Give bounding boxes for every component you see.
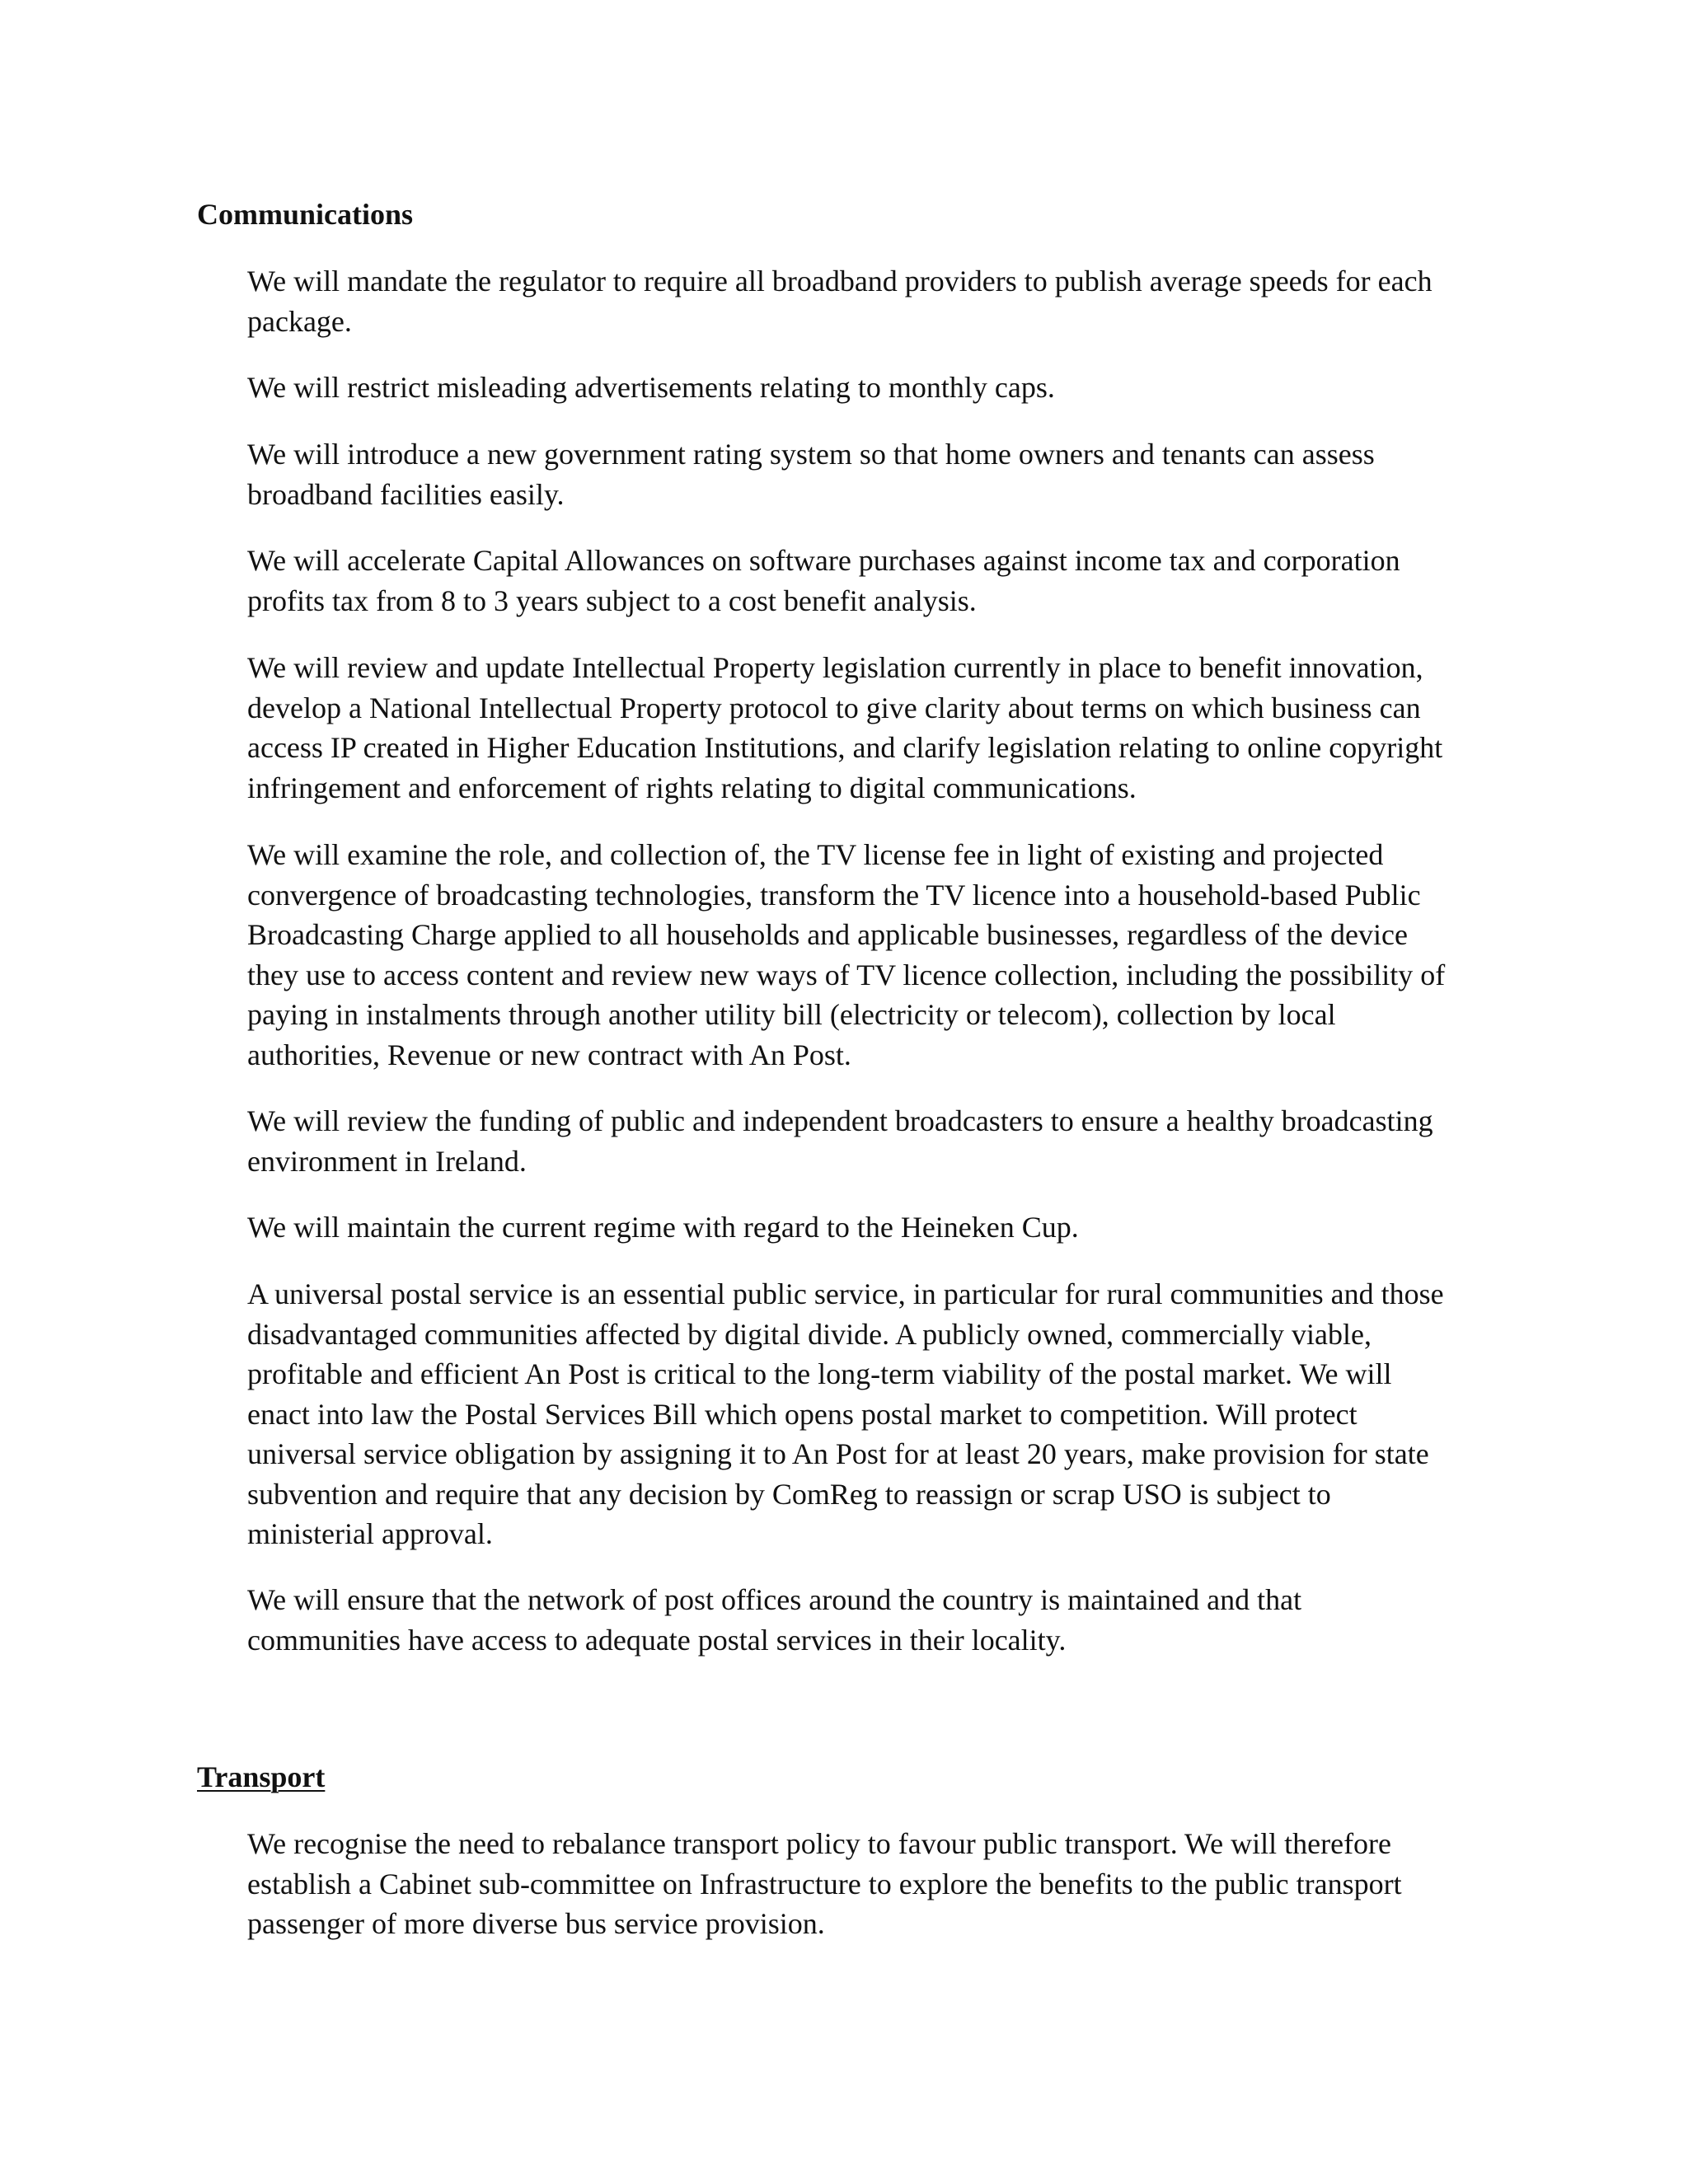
communications-paragraph-1: We will mandate the regulator to require all broadband providers to publish average speeds for each package.	[247, 265, 1432, 338]
communications-paragraph-7: We will review the funding of public and independent broadcasters to ensure a healthy broadcasting environment in Ireland.	[247, 1104, 1433, 1178]
transport-paragraph-1: We recognise the need to rebalance transport policy to favour public transport. We will therefore establish a Cabinet sub-committee on Infrastructure to explore the benefits to the public transport passenger of more diverse bus service provision.	[247, 1827, 1402, 1940]
communications-paragraph-4: We will accelerate Capital Allowances on software purchases against income tax and corporation profits tax from 8 to 3 years subject to a cost benefit analysis.	[247, 544, 1400, 617]
communications-paragraph-5: We will review and update Intellectual Property legislation currently in place to benefit innovation, develop a National Intellectual Property protocol to give clarity about terms on which business can access IP created in Higher Education Institutions, and clarify legislation relating to online copyright infringement and enforcement of rights relating to digital communications.	[247, 651, 1443, 804]
transport-heading: Transport	[197, 1760, 326, 1793]
communications-paragraph-9: A universal postal service is an essential public service, in particular for rural communities and those disadvantaged communities affected by digital divide. A publicly owned, commercially viable, profitable and efficient An Post is critical to the long-term viability of the postal market. We will enact into law the Postal Services Bill which opens postal market to competition. Will protect universal service obligation by assigning it to An Post for at least 20 years, make provision for state subvention and require that any decision by ComReg to reassign or scrap USO is subject to ministerial approval.	[247, 1277, 1444, 1550]
communications-paragraph-2: We will restrict misleading advertisements relating to monthly caps.	[247, 371, 1055, 404]
communications-paragraph-3: We will introduce a new government rating system so that home owners and tenants can assess broadband facilities easily.	[247, 438, 1375, 511]
communications-paragraph-10: We will ensure that the network of post offices around the country is maintained and that communities have access to adequate postal services in their locality.	[247, 1583, 1302, 1657]
communications-paragraph-8: We will maintain the current regime with regard to the Heineken Cup.	[247, 1211, 1079, 1244]
communications-heading: Communications	[197, 198, 414, 231]
communications-paragraph-6: We will examine the role, and collection of, the TV license fee in light of existing and projected convergence of broadcasting technologies, transform the TV licence into a household-based Public Broadcasting Charge applied to all households and applicable businesses, regardless of the device they use to access content and review new ways of TV licence collection, including the possibility of paying in instalments through another utility bill (electricity or telecom), collection by local authorities, Revenue or new contract with An Post.	[247, 838, 1446, 1071]
